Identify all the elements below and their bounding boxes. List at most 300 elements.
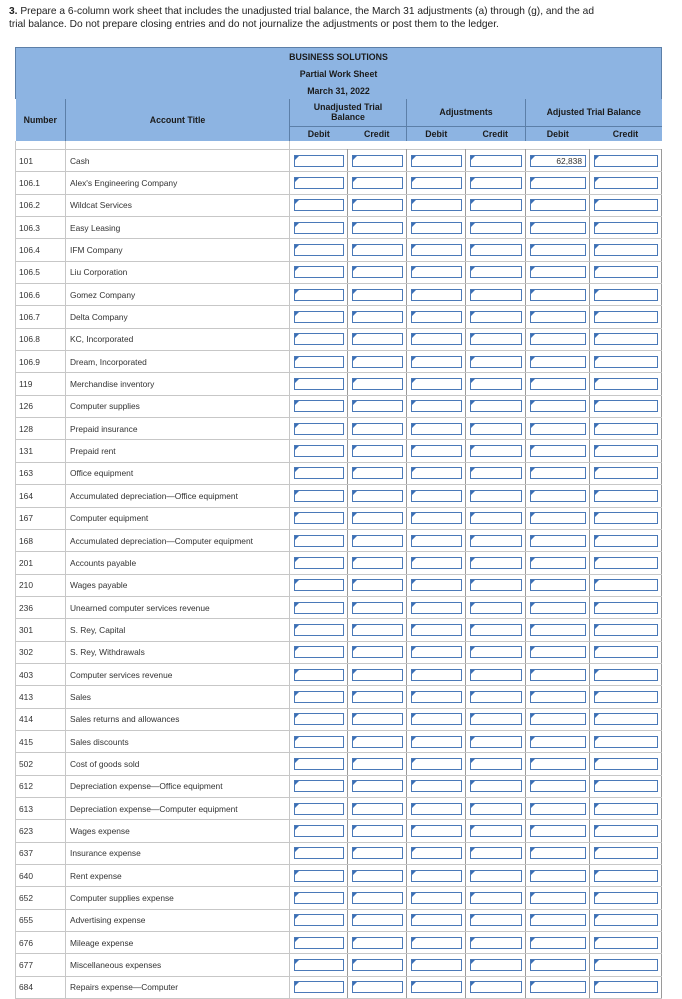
- utb-credit-input[interactable]: [352, 602, 403, 614]
- atb-credit-input[interactable]: [594, 691, 658, 703]
- adj-credit-input[interactable]: [470, 758, 522, 770]
- utb-debit-input[interactable]: [294, 803, 344, 815]
- adj-debit-input[interactable]: [411, 892, 462, 904]
- amount-cell: [407, 820, 466, 842]
- dropdown-corner-icon: [531, 446, 535, 450]
- adj-credit-input[interactable]: [470, 736, 522, 748]
- adj-debit-input[interactable]: [411, 914, 462, 926]
- utb-debit-input[interactable]: [294, 713, 344, 725]
- atb-debit-input[interactable]: [530, 624, 586, 636]
- utb-credit-input[interactable]: [352, 691, 403, 703]
- adj-credit-input[interactable]: [470, 981, 522, 993]
- atb-credit-input[interactable]: [594, 445, 658, 457]
- atb-credit-input[interactable]: [594, 244, 658, 256]
- adj-credit-input[interactable]: [470, 333, 522, 345]
- table-row: [16, 753, 662, 775]
- adj-debit-input[interactable]: [411, 624, 462, 636]
- adj-credit-input[interactable]: [470, 624, 522, 636]
- utb-debit-input[interactable]: [294, 736, 344, 748]
- utb-debit-input[interactable]: [294, 758, 344, 770]
- utb-credit-input[interactable]: [352, 445, 403, 457]
- amount-cell: [590, 574, 662, 596]
- adj-debit-input[interactable]: [411, 512, 462, 524]
- adj-credit-input[interactable]: [470, 423, 522, 435]
- atb-credit-input[interactable]: [594, 602, 658, 614]
- account-title: Dream, Incorporated: [66, 351, 290, 373]
- dropdown-corner-icon: [595, 625, 599, 629]
- utb-credit-input[interactable]: [352, 959, 403, 971]
- atb-debit-input[interactable]: [530, 758, 586, 770]
- dropdown-corner-icon: [412, 848, 416, 852]
- atb-debit-input[interactable]: [530, 780, 586, 792]
- atb-credit-input[interactable]: [594, 646, 658, 658]
- adj-credit-input[interactable]: [470, 400, 522, 412]
- dropdown-corner-icon: [531, 290, 535, 294]
- adj-credit-input[interactable]: [470, 914, 522, 926]
- adj-credit-input[interactable]: [470, 713, 522, 725]
- utb-credit-input[interactable]: [352, 266, 403, 278]
- amount-cell: [407, 395, 466, 417]
- atb-credit-input[interactable]: [594, 937, 658, 949]
- atb-debit-input[interactable]: [530, 535, 586, 547]
- utb-credit-input[interactable]: [352, 825, 403, 837]
- atb-credit-input[interactable]: [594, 222, 658, 234]
- atb-credit-input[interactable]: [594, 378, 658, 390]
- utb-debit-input[interactable]: [294, 579, 344, 591]
- adj-debit-input[interactable]: [411, 378, 462, 390]
- adj-debit-input[interactable]: [411, 199, 462, 211]
- amount-cell: [590, 954, 662, 976]
- utb-debit-input[interactable]: [294, 602, 344, 614]
- atb-credit-input[interactable]: [594, 758, 658, 770]
- dropdown-corner-icon: [531, 781, 535, 785]
- dropdown-corner-icon: [471, 938, 475, 942]
- adj-credit-input[interactable]: [470, 579, 522, 591]
- adj-credit-input[interactable]: [470, 959, 522, 971]
- utb-debit-input[interactable]: [294, 266, 344, 278]
- utb-credit-input[interactable]: [352, 490, 403, 502]
- atb-credit-input[interactable]: [594, 467, 658, 479]
- amount-cell: [290, 753, 348, 775]
- atb-credit-input[interactable]: [594, 624, 658, 636]
- adj-debit-input[interactable]: [411, 736, 462, 748]
- amount-cell: [590, 976, 662, 998]
- dropdown-corner-icon: [531, 737, 535, 741]
- utb-debit-input[interactable]: [294, 512, 344, 524]
- utb-credit-input[interactable]: [352, 155, 403, 167]
- utb-credit-input[interactable]: [352, 579, 403, 591]
- dropdown-corner-icon: [295, 491, 299, 495]
- amount-cell: [526, 373, 590, 395]
- adj-debit-input[interactable]: [411, 535, 462, 547]
- dropdown-corner-icon: [412, 290, 416, 294]
- adj-credit-input[interactable]: [470, 445, 522, 457]
- utb-credit-input[interactable]: [352, 400, 403, 412]
- atb-debit-input[interactable]: [530, 959, 586, 971]
- account-number: 106.8: [16, 328, 66, 350]
- atb-debit-input[interactable]: [530, 825, 586, 837]
- atb-credit-input[interactable]: [594, 311, 658, 323]
- utb-credit-input[interactable]: [352, 914, 403, 926]
- atb-credit-input[interactable]: [594, 736, 658, 748]
- adj-credit-input[interactable]: [470, 266, 522, 278]
- adj-debit-input[interactable]: [411, 266, 462, 278]
- atb-credit-input[interactable]: [594, 847, 658, 859]
- utb-debit-input[interactable]: [294, 467, 344, 479]
- dropdown-corner-icon: [595, 982, 599, 986]
- utb-debit-input[interactable]: [294, 691, 344, 703]
- adj-debit-input[interactable]: [411, 557, 462, 569]
- dropdown-corner-icon: [471, 290, 475, 294]
- utb-credit-input[interactable]: [352, 199, 403, 211]
- adj-credit-input[interactable]: [470, 780, 522, 792]
- table-row: [16, 865, 662, 887]
- amount-cell: [348, 865, 407, 887]
- dropdown-corner-icon: [353, 558, 357, 562]
- adj-credit-input[interactable]: [470, 646, 522, 658]
- utb-debit-input[interactable]: [294, 356, 344, 368]
- atb-debit-input[interactable]: [530, 289, 586, 301]
- table-row: [16, 150, 662, 172]
- table-row: [16, 529, 662, 551]
- utb-credit-input[interactable]: [352, 289, 403, 301]
- account-title: Accumulated depreciation—Computer equipment: [66, 529, 290, 551]
- utb-credit-input[interactable]: [352, 758, 403, 770]
- dropdown-corner-icon: [471, 424, 475, 428]
- amount-cell: [407, 708, 466, 730]
- amount-cell: [290, 239, 348, 261]
- atb-debit-input[interactable]: [530, 691, 586, 703]
- atb-credit-input[interactable]: [594, 959, 658, 971]
- utb-credit-input[interactable]: [352, 803, 403, 815]
- amount-cell: [526, 507, 590, 529]
- account-number: 302: [16, 641, 66, 663]
- adj-credit-input[interactable]: [470, 378, 522, 390]
- utb-credit-input[interactable]: [352, 870, 403, 882]
- atb-debit-input[interactable]: [530, 490, 586, 502]
- dropdown-corner-icon: [295, 759, 299, 763]
- atb-credit-input[interactable]: [594, 981, 658, 993]
- adj-credit-input[interactable]: [470, 535, 522, 547]
- adj-credit-input[interactable]: [470, 199, 522, 211]
- utb-credit-input[interactable]: [352, 892, 403, 904]
- table-row: [16, 507, 662, 529]
- dropdown-corner-icon: [295, 804, 299, 808]
- amount-cell: [466, 574, 526, 596]
- atb-debit-input[interactable]: [530, 155, 586, 167]
- dropdown-corner-icon: [531, 982, 535, 986]
- table-row: [16, 730, 662, 752]
- adj-debit-input[interactable]: [411, 311, 462, 323]
- utb-debit-input[interactable]: [294, 177, 344, 189]
- adj-debit-input[interactable]: [411, 423, 462, 435]
- atb-debit-input[interactable]: [530, 400, 586, 412]
- adj-debit-input[interactable]: [411, 981, 462, 993]
- atb-debit-input[interactable]: [530, 914, 586, 926]
- dropdown-corner-icon: [353, 804, 357, 808]
- atb-credit-input[interactable]: [594, 199, 658, 211]
- atb-credit-input[interactable]: [594, 512, 658, 524]
- atb-debit-input[interactable]: [530, 981, 586, 993]
- table-row: [16, 194, 662, 216]
- atb-credit-input[interactable]: [594, 266, 658, 278]
- atb-credit-input[interactable]: [594, 155, 658, 167]
- atb-debit-input[interactable]: [530, 669, 586, 681]
- atb-credit-input[interactable]: [594, 535, 658, 547]
- utb-credit-input[interactable]: [352, 467, 403, 479]
- adj-debit-input[interactable]: [411, 445, 462, 457]
- atb-credit-input[interactable]: [594, 892, 658, 904]
- adj-debit-input[interactable]: [411, 780, 462, 792]
- adj-credit-input[interactable]: [470, 311, 522, 323]
- amount-cell: [466, 708, 526, 730]
- utb-credit-input[interactable]: [352, 535, 403, 547]
- utb-debit-input[interactable]: [294, 244, 344, 256]
- adj-credit-input[interactable]: [470, 490, 522, 502]
- atb-debit-input[interactable]: [530, 646, 586, 658]
- atb-credit-input[interactable]: [594, 356, 658, 368]
- adj-debit-input[interactable]: [411, 646, 462, 658]
- dropdown-corner-icon: [353, 267, 357, 271]
- atb-debit-input[interactable]: [530, 356, 586, 368]
- atb-debit-input[interactable]: [530, 199, 586, 211]
- utb-debit-input[interactable]: [294, 892, 344, 904]
- amount-cell: [466, 932, 526, 954]
- account-number: 301: [16, 619, 66, 641]
- adj-debit-input[interactable]: [411, 713, 462, 725]
- adj-credit-input[interactable]: [470, 870, 522, 882]
- adj-credit-input[interactable]: [470, 825, 522, 837]
- adj-debit-input[interactable]: [411, 959, 462, 971]
- atb-credit-input[interactable]: [594, 557, 658, 569]
- utb-debit-input[interactable]: [294, 646, 344, 658]
- utb-credit-input[interactable]: [352, 646, 403, 658]
- dropdown-corner-icon: [295, 625, 299, 629]
- atb-credit-input[interactable]: [594, 669, 658, 681]
- adj-credit-input[interactable]: [470, 356, 522, 368]
- atb-debit-input[interactable]: [530, 937, 586, 949]
- group-adjusted-trial-balance: Adjusted Trial Balance: [526, 99, 662, 126]
- adj-credit-input[interactable]: [470, 155, 522, 167]
- adj-debit-input[interactable]: [411, 602, 462, 614]
- atb-debit-input[interactable]: [530, 467, 586, 479]
- amount-cell: [526, 351, 590, 373]
- adj-debit-input[interactable]: [411, 289, 462, 301]
- adj-debit-input[interactable]: [411, 847, 462, 859]
- amount-cell: [466, 596, 526, 618]
- utb-credit-input[interactable]: [352, 780, 403, 792]
- adj-debit-input[interactable]: [411, 333, 462, 345]
- utb-credit-input[interactable]: [352, 333, 403, 345]
- amount-cell: [466, 150, 526, 172]
- adj-credit-input[interactable]: [470, 602, 522, 614]
- dropdown-corner-icon: [353, 156, 357, 160]
- amount-cell: [590, 373, 662, 395]
- utb-credit-input[interactable]: [352, 311, 403, 323]
- atb-credit-input[interactable]: [594, 870, 658, 882]
- atb-debit-input[interactable]: [530, 870, 586, 882]
- utb-debit-input[interactable]: [294, 825, 344, 837]
- atb-credit-input[interactable]: [594, 803, 658, 815]
- adj-credit-input[interactable]: [470, 937, 522, 949]
- adj-credit-input[interactable]: [470, 467, 522, 479]
- utb-credit-header: Credit: [348, 126, 407, 141]
- adj-debit-input[interactable]: [411, 222, 462, 234]
- atb-debit-input[interactable]: [530, 423, 586, 435]
- dropdown-corner-icon: [471, 223, 475, 227]
- dropdown-corner-icon: [353, 625, 357, 629]
- atb-credit-input[interactable]: [594, 713, 658, 725]
- atb-credit-input[interactable]: [594, 825, 658, 837]
- adj-credit-input[interactable]: [470, 669, 522, 681]
- utb-debit-input[interactable]: [294, 780, 344, 792]
- adj-debit-input[interactable]: [411, 803, 462, 815]
- utb-credit-input[interactable]: [352, 624, 403, 636]
- atb-debit-input[interactable]: [530, 512, 586, 524]
- atb-credit-input[interactable]: [594, 177, 658, 189]
- utb-debit-input[interactable]: [294, 624, 344, 636]
- amount-cell: [466, 351, 526, 373]
- atb-debit-input[interactable]: [530, 378, 586, 390]
- adj-debit-input[interactable]: [411, 870, 462, 882]
- utb-debit-input[interactable]: [294, 400, 344, 412]
- atb-debit-input[interactable]: [530, 266, 586, 278]
- amount-cell: [526, 686, 590, 708]
- utb-debit-input[interactable]: [294, 981, 344, 993]
- adj-debit-input[interactable]: [411, 467, 462, 479]
- atb-debit-input[interactable]: [530, 713, 586, 725]
- account-number: 236: [16, 596, 66, 618]
- dropdown-corner-icon: [412, 647, 416, 651]
- utb-debit-input[interactable]: [294, 870, 344, 882]
- utb-debit-input[interactable]: [294, 423, 344, 435]
- atb-credit-input[interactable]: [594, 400, 658, 412]
- utb-debit-input[interactable]: [294, 490, 344, 502]
- atb-debit-input[interactable]: [530, 311, 586, 323]
- utb-credit-input[interactable]: [352, 222, 403, 234]
- atb-debit-input[interactable]: [530, 803, 586, 815]
- utb-debit-input[interactable]: [294, 155, 344, 167]
- adj-credit-input[interactable]: [470, 244, 522, 256]
- utb-debit-input[interactable]: [294, 445, 344, 457]
- account-number: 128: [16, 418, 66, 440]
- atb-credit-input[interactable]: [594, 333, 658, 345]
- atb-debit-input[interactable]: [530, 602, 586, 614]
- atb-credit-input[interactable]: [594, 914, 658, 926]
- adj-debit-input[interactable]: [411, 691, 462, 703]
- atb-debit-input[interactable]: [530, 222, 586, 234]
- adj-credit-input[interactable]: [470, 847, 522, 859]
- amount-cell: [466, 686, 526, 708]
- atb-debit-input[interactable]: [530, 557, 586, 569]
- adj-credit-input[interactable]: [470, 557, 522, 569]
- utb-credit-input[interactable]: [352, 981, 403, 993]
- utb-debit-input[interactable]: [294, 937, 344, 949]
- atb-debit-input[interactable]: [530, 333, 586, 345]
- utb-debit-input[interactable]: [294, 847, 344, 859]
- adj-credit-input[interactable]: [470, 803, 522, 815]
- utb-debit-input[interactable]: [294, 378, 344, 390]
- atb-debit-input[interactable]: [530, 445, 586, 457]
- adj-debit-input[interactable]: [411, 400, 462, 412]
- account-title: Mileage expense: [66, 932, 290, 954]
- utb-credit-input[interactable]: [352, 557, 403, 569]
- utb-debit-input[interactable]: [294, 669, 344, 681]
- utb-credit-input[interactable]: [352, 847, 403, 859]
- atb-debit-input[interactable]: [530, 892, 586, 904]
- atb-debit-input[interactable]: [530, 244, 586, 256]
- dropdown-corner-icon: [471, 982, 475, 986]
- utb-credit-input[interactable]: [352, 937, 403, 949]
- adj-debit-input[interactable]: [411, 155, 462, 167]
- adj-credit-input[interactable]: [470, 691, 522, 703]
- utb-debit-input[interactable]: [294, 535, 344, 547]
- utb-debit-input[interactable]: [294, 959, 344, 971]
- adj-credit-input[interactable]: [470, 289, 522, 301]
- dropdown-corner-icon: [353, 826, 357, 830]
- atb-debit-input[interactable]: [530, 847, 586, 859]
- atb-credit-input[interactable]: [594, 780, 658, 792]
- atb-credit-input[interactable]: [594, 289, 658, 301]
- adj-debit-input[interactable]: [411, 244, 462, 256]
- utb-debit-input[interactable]: [294, 222, 344, 234]
- adj-debit-input[interactable]: [411, 825, 462, 837]
- utb-credit-input[interactable]: [352, 736, 403, 748]
- adj-debit-input[interactable]: [411, 356, 462, 368]
- dropdown-corner-icon: [471, 893, 475, 897]
- utb-credit-input[interactable]: [352, 713, 403, 725]
- utb-credit-input[interactable]: [352, 378, 403, 390]
- utb-credit-input[interactable]: [352, 512, 403, 524]
- utb-credit-input[interactable]: [352, 669, 403, 681]
- adj-debit-input[interactable]: [411, 758, 462, 770]
- adj-debit-input[interactable]: [411, 937, 462, 949]
- amount-cell: [526, 462, 590, 484]
- dropdown-corner-icon: [595, 871, 599, 875]
- adj-debit-input[interactable]: [411, 490, 462, 502]
- utb-debit-input[interactable]: [294, 311, 344, 323]
- atb-credit-input[interactable]: [594, 423, 658, 435]
- atb-debit-input[interactable]: [530, 579, 586, 591]
- atb-credit-input[interactable]: [594, 490, 658, 502]
- adj-debit-input[interactable]: [411, 579, 462, 591]
- atb-debit-input[interactable]: [530, 736, 586, 748]
- account-title: Liu Corporation: [66, 261, 290, 283]
- adj-credit-input[interactable]: [470, 177, 522, 189]
- utb-debit-input[interactable]: [294, 333, 344, 345]
- utb-debit-input[interactable]: [294, 914, 344, 926]
- table-row: [16, 596, 662, 618]
- adj-debit-input[interactable]: [411, 669, 462, 681]
- adj-credit-input[interactable]: [470, 512, 522, 524]
- utb-debit-input[interactable]: [294, 557, 344, 569]
- utb-debit-input[interactable]: [294, 289, 344, 301]
- atb-debit-input[interactable]: [530, 177, 586, 189]
- utb-credit-input[interactable]: [352, 177, 403, 189]
- dropdown-corner-icon: [595, 379, 599, 383]
- adj-debit-input[interactable]: [411, 177, 462, 189]
- utb-credit-input[interactable]: [352, 423, 403, 435]
- atb-credit-input[interactable]: [594, 579, 658, 591]
- utb-debit-input[interactable]: [294, 199, 344, 211]
- utb-credit-input[interactable]: [352, 356, 403, 368]
- account-number: 106.5: [16, 261, 66, 283]
- account-title: KC, Incorporated: [66, 328, 290, 350]
- adj-credit-input[interactable]: [470, 892, 522, 904]
- dropdown-corner-icon: [412, 826, 416, 830]
- adj-credit-input[interactable]: [470, 222, 522, 234]
- utb-credit-input[interactable]: [352, 244, 403, 256]
